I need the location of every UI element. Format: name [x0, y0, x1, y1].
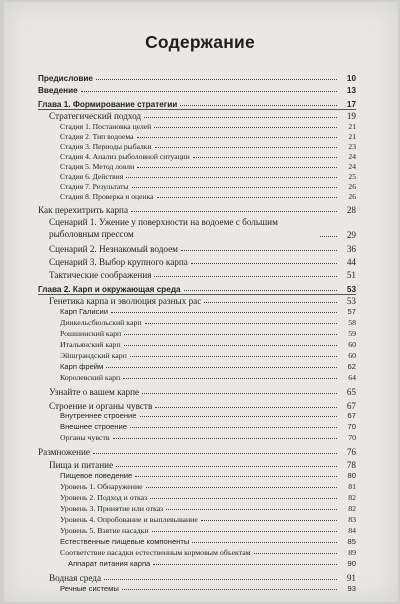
toc-entry-page: 36: [346, 244, 356, 254]
toc-entry-title: Уровень 4. Опробование и выплевывание: [60, 515, 198, 524]
toc-entry[interactable]: [60, 503, 356, 513]
toc-entry-title: Карп фрейм: [60, 362, 104, 371]
dot-leader: [146, 486, 337, 488]
dot-leader: [181, 249, 337, 251]
toc-entry-page: 85: [347, 537, 356, 546]
dot-leader: [154, 275, 337, 277]
dot-leader: [126, 176, 337, 178]
dot-leader: [180, 104, 337, 106]
toc-entry[interactable]: [60, 121, 356, 131]
toc-entry-page: 24: [348, 162, 356, 171]
toc-entry-title: Внешнее строение: [60, 422, 127, 431]
toc-entry[interactable]: [49, 571, 356, 583]
toc-entry[interactable]: [60, 470, 356, 480]
toc-entry-title: Тактические соображения: [49, 270, 152, 280]
toc-entry-title: Уровень 3. Принятие или отказ: [60, 504, 164, 513]
toc-entry-title: Соответствие насадки естественным кормовым объектам: [60, 548, 251, 557]
toc-entry-title: Уровень 2. Подход и отказ: [60, 493, 148, 502]
toc-entry[interactable]: [60, 131, 356, 141]
dot-leader: [111, 311, 337, 313]
toc-entry-page: 59: [348, 329, 356, 338]
toc-entry-page: 17: [346, 100, 356, 109]
toc-entry-title: Речные системы: [60, 584, 119, 593]
toc-entry-page: 62: [347, 362, 356, 371]
toc-entry-page: 84: [348, 526, 356, 535]
dot-leader: [130, 426, 337, 428]
toc-entry[interactable]: [60, 141, 356, 151]
toc-entry-page: 91: [346, 573, 356, 583]
toc-entry-title: Водная среда: [49, 573, 102, 583]
toc-entry-title: Органы чувств: [60, 433, 110, 442]
toc-entry[interactable]: [60, 181, 356, 191]
dot-leader: [131, 210, 337, 212]
toc-entry-title: Уровень 5. Взятие насадки: [60, 526, 149, 535]
toc-entry-title: Динкельсбюльский карп: [60, 318, 142, 327]
toc-entry[interactable]: [60, 339, 356, 349]
toc-entry[interactable]: [60, 151, 356, 161]
toc-entry[interactable]: [49, 294, 356, 306]
toc-entry[interactable]: [60, 421, 356, 431]
toc-entry-page: 29: [346, 230, 356, 240]
toc-entry-page: 60: [348, 340, 356, 349]
toc-entry-page: 28: [346, 205, 356, 215]
toc-entry-page: 70: [348, 433, 356, 442]
toc-entry-title: Внутреннее строение: [60, 411, 137, 420]
toc-entry[interactable]: [49, 216, 356, 240]
dot-leader: [135, 475, 337, 477]
toc-entry[interactable]: [60, 583, 356, 593]
toc-entry-page: 44: [346, 257, 356, 267]
toc-entry[interactable]: [49, 242, 356, 254]
toc-entry[interactable]: [60, 306, 356, 316]
toc-entry-title: Размножение: [38, 447, 90, 457]
toc-entry-title: Стадия 6. Действия: [60, 172, 124, 181]
toc-entry-page: 26: [348, 192, 356, 201]
toc-entry-page: 67: [347, 411, 356, 420]
toc-entry-page: 26: [348, 182, 356, 191]
toc-entry-page: 70: [347, 422, 356, 431]
toc-entry[interactable]: [60, 372, 356, 382]
toc-entry[interactable]: [60, 328, 356, 338]
toc-entry[interactable]: [49, 109, 356, 121]
toc-entry-page: 23: [348, 142, 356, 151]
toc-entry[interactable]: [60, 171, 356, 181]
toc-entry-title: Стадия 7. Результаты: [60, 182, 129, 191]
toc-entry[interactable]: [60, 161, 356, 171]
toc-entry-page: 82: [348, 493, 356, 502]
dot-leader: [142, 392, 337, 394]
toc-entry-title: Эйшграндский карп: [60, 351, 127, 360]
toc-entry[interactable]: [68, 558, 356, 568]
toc-entry[interactable]: [60, 361, 356, 371]
toc-entry-title: Стадия 1. Постановка целей: [60, 122, 152, 131]
dot-leader: [201, 519, 337, 521]
toc-entry-page: 13: [346, 86, 356, 95]
toc-entry[interactable]: [60, 481, 356, 491]
toc-entry-page: 93: [347, 584, 356, 593]
toc-entry-title: Как перехитрить карпа: [38, 205, 129, 215]
toc-entry[interactable]: [49, 458, 356, 470]
toc-entry[interactable]: [38, 71, 356, 83]
toc-entry[interactable]: [60, 432, 356, 442]
dot-leader: [104, 578, 337, 580]
toc-entry-page: 24: [348, 152, 356, 161]
toc-entry-title: Рошшинский карп: [60, 329, 122, 338]
page-title: Содержание: [145, 32, 255, 52]
toc-entry[interactable]: [60, 317, 356, 327]
dot-leader: [150, 497, 337, 499]
dot-leader: [124, 344, 337, 346]
toc-entry-page: 89: [348, 548, 356, 557]
toc-entry-title: Стадия 8. Проверка и оценка: [60, 192, 154, 201]
dot-leader: [137, 166, 337, 168]
toc-entry[interactable]: [60, 514, 356, 524]
toc-entry-page: 21: [348, 122, 356, 131]
toc-entry[interactable]: [60, 350, 356, 360]
toc-entry[interactable]: [60, 410, 356, 420]
toc-entry-page: 81: [348, 482, 356, 491]
toc-entry-page: 64: [348, 373, 356, 382]
toc-entry-page: 76: [346, 447, 356, 457]
dot-leader: [132, 186, 337, 188]
toc-entry-page: 53: [346, 296, 356, 306]
dot-leader: [140, 415, 337, 417]
toc-entry-title: Глава 2. Карп и окружающая среда: [38, 285, 181, 294]
dot-leader: [204, 301, 337, 303]
dot-leader: [130, 355, 337, 357]
toc-entry-page: 60: [348, 351, 356, 360]
dot-leader: [254, 552, 337, 554]
dot-leader: [153, 563, 337, 565]
toc-entry-title: Стратегический подход: [49, 111, 142, 121]
dot-leader: [184, 289, 337, 291]
toc-entry-title: Сценарий 3. Выбор крупного карпа: [49, 257, 188, 267]
dot-leader: [191, 262, 337, 264]
toc-entry-page: 25: [348, 172, 356, 181]
dot-leader: [124, 333, 337, 335]
toc-entry[interactable]: [49, 255, 356, 267]
toc-entry-page: 83: [348, 515, 356, 524]
toc-entry[interactable]: [38, 203, 356, 215]
dot-leader: [81, 90, 337, 92]
toc-entry-page: 10: [346, 74, 356, 83]
toc-entry-title: Карп Галисии: [60, 307, 108, 316]
toc-entry-title: Генетика карпа и эволюция разных рас: [49, 296, 202, 306]
toc-entry-title: Узнайте о вашем карпе: [49, 387, 140, 397]
dot-leader: [166, 508, 337, 510]
dot-leader: [106, 366, 337, 368]
toc-entry-title: Итальянский карп: [60, 340, 121, 349]
toc-entry[interactable]: [38, 445, 356, 457]
toc-entry-title: Стадия 5. Метод ловли: [60, 162, 135, 171]
toc-entry-page: 58: [348, 318, 356, 327]
toc-entry[interactable]: [60, 525, 356, 535]
toc-entry-title: Королевский карп: [60, 373, 121, 382]
toc-entry-title: Строение и органы чувств: [49, 401, 153, 411]
toc-entry-page: 80: [347, 471, 356, 480]
toc-entry-title: Сценарий 2. Незнакомый водоем: [49, 244, 178, 254]
dot-leader: [123, 377, 337, 379]
dot-leader: [154, 126, 337, 128]
toc-entry-page: 65: [346, 387, 356, 397]
toc-entry-title: Естественные пищевые компоненты: [60, 537, 190, 546]
toc-entry[interactable]: [60, 492, 356, 502]
dot-leader: [96, 78, 337, 80]
toc-entry-page: 19: [346, 111, 356, 121]
toc-entry-title: Предисловие: [38, 74, 93, 83]
toc-entry-title: Аппарат питания карпа: [68, 559, 151, 568]
dot-leader: [113, 437, 337, 439]
toc-entry-page: 78: [346, 460, 356, 470]
toc-entry-page: 53: [346, 285, 356, 294]
dot-leader: [320, 235, 337, 237]
toc-entry[interactable]: [60, 191, 356, 201]
toc-entry-title: Сценарий 1. Ужение у поверхности на водоеме с большим рыболовным прессом: [49, 217, 278, 239]
toc-entry-page: 57: [347, 307, 356, 316]
dot-leader: [145, 322, 337, 324]
dot-leader: [155, 146, 337, 148]
dot-leader: [122, 588, 337, 590]
dot-leader: [192, 541, 337, 543]
toc-entry-page: 67: [346, 401, 356, 411]
toc-entry[interactable]: [60, 547, 356, 557]
toc-entry-title: Глава 1. Формирование стратегии: [38, 100, 178, 109]
dot-leader: [116, 465, 337, 467]
dot-leader: [152, 530, 337, 532]
dot-leader: [137, 136, 338, 138]
toc-entry-page: 90: [347, 559, 356, 568]
toc-entry[interactable]: [49, 385, 356, 397]
toc-entry-page: 82: [348, 504, 356, 513]
toc-entry-page: 51: [346, 270, 356, 280]
toc-entry[interactable]: [49, 268, 356, 280]
toc-entry-title: Пища и питание: [49, 460, 114, 470]
toc-entry-title: Стадия 3. Периоды рыбалки: [60, 142, 152, 151]
dot-leader: [93, 452, 337, 454]
toc-entry-title: Стадия 2. Тип водоема: [60, 132, 134, 141]
dot-leader: [155, 406, 337, 408]
dot-leader: [157, 196, 338, 198]
toc-entry-title: Введение: [38, 86, 78, 95]
dot-leader: [193, 156, 337, 158]
toc-entry-title: Пищевое поведение: [60, 471, 133, 480]
dot-leader: [144, 116, 337, 118]
toc-entry-title: Стадия 4. Анализ рыболовной ситуации: [60, 152, 190, 161]
toc-entry[interactable]: [60, 536, 356, 546]
toc-entry[interactable]: [38, 83, 356, 95]
toc-entry-page: 21: [348, 132, 356, 141]
toc-entry-title: Уровень 1. Обнаружение: [60, 482, 143, 491]
